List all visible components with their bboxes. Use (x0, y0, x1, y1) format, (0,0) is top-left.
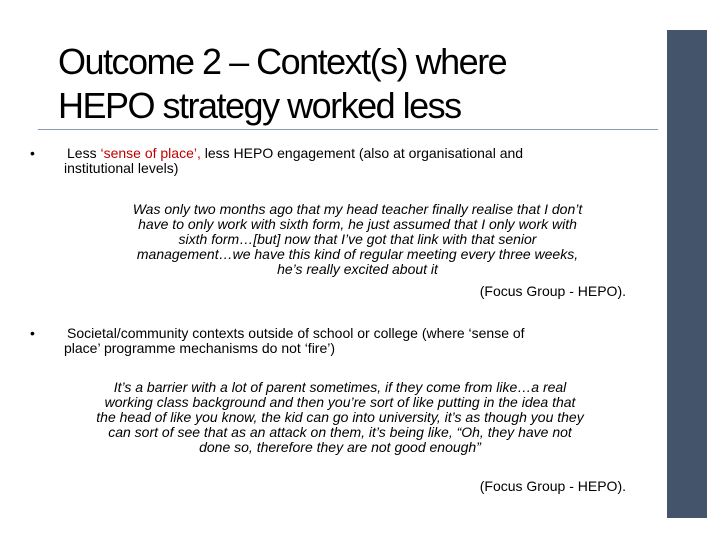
bullet-rest-line-2: institutional levels) (64, 160, 179, 176)
bullet-sense-of-place (30, 146, 630, 176)
title-divider (38, 129, 658, 130)
bullet-line-1: Societal/community contexts outside of school or college (where ‘sense of (67, 325, 525, 341)
slide-title-line-1: Outcome 2 – Context(s) where (58, 41, 507, 82)
quote-line: done so, therefore they are not good enough” (199, 439, 481, 455)
quote-citation: (Focus Group - HEPO). (479, 283, 626, 299)
highlight-sense-of-place: ‘sense of place’, (100, 145, 201, 161)
quote-line: Was only two months ago that my head teacher finally realise that I don’t (132, 201, 583, 217)
side-accent-bar (667, 30, 707, 518)
bullet-societal-contexts (30, 326, 630, 356)
bullet-line-2: place’ programme mechanisms do not ‘fire’) (64, 340, 336, 356)
quote-line: can sort of see that as an attack on them, it’s being like, “Oh, they have not (108, 424, 572, 440)
quote-line: working class background and then you’re sort of like putting in the idea that (104, 394, 576, 410)
quote-line: he’s really excited about it (277, 261, 438, 277)
quote-parent-barrier (40, 380, 640, 455)
slide-title-line-2: HEPO strategy worked less (58, 85, 461, 126)
bullet-lead: Less (67, 145, 101, 161)
bullet-dot-icon: • (30, 325, 35, 341)
quote-line: management…we have this kind of regular meeting every three weeks, (136, 246, 579, 262)
quote-citation: (Focus Group - HEPO). (479, 478, 626, 494)
quote-line: the head of like you know, the kid can go into university, it’s as though you they (96, 409, 584, 425)
quote-head-teacher (80, 202, 635, 277)
quote-line: have to only work with sixth form, he just assumed that I only work with (138, 216, 577, 232)
quote-line: sixth form…[but] now that I’ve got that link with that senior (178, 231, 537, 247)
bullet-rest: less HEPO engagement (also at organisational and (200, 145, 524, 161)
bullet-dot-icon: • (30, 145, 35, 161)
bullet-text (30, 146, 630, 176)
quote-line: It’s a barrier with a lot of parent sometimes, if they come from like…a real (113, 379, 567, 395)
bullet-text (30, 326, 630, 356)
slide-title (58, 40, 658, 128)
